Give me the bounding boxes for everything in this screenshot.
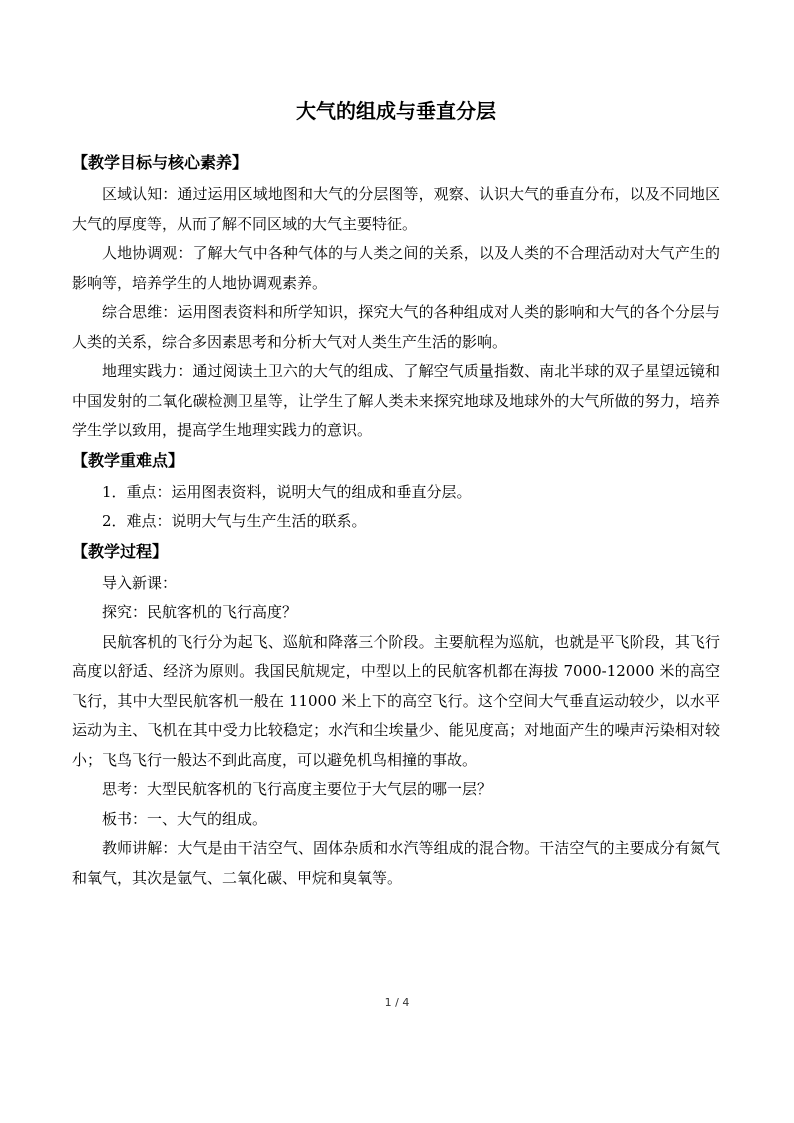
document-page bbox=[72, 96, 720, 895]
section-process bbox=[72, 539, 720, 894]
page-number: 1 / 4 bbox=[384, 996, 410, 1009]
paragraph: 探究：民航客机的飞行高度？ bbox=[102, 603, 298, 621]
list-item: 2．难点：说明大气与生产生活的联系。 bbox=[102, 512, 367, 530]
paragraph: 区域认知：通过运用区域地图和大气的分层图等，观察、认识大气的垂直分布，以及不同地区大气的厚度等，从而了解不同区域的大气主要特征。 bbox=[72, 185, 720, 233]
paragraph: 导入新课： bbox=[102, 573, 178, 592]
paragraph: 人地协调观：了解大气中各种气体的与人类之间的关系，以及人类的不合理活动对大气产生的影响等，培养学生的人地协调观素养。 bbox=[72, 244, 720, 292]
paragraph: 思考：大型民航客机的飞行高度主要位于大气层的哪一层？ bbox=[102, 780, 493, 798]
list-item: 1．重点：运用图表资料，说明大气的组成和垂直分层。 bbox=[102, 482, 472, 501]
paragraph: 板书：一、大气的组成。 bbox=[102, 809, 268, 828]
paragraph: 教师讲解：大气是由干洁空气、固体杂质和水汽等组成的混合物。干洁空气的主要成分有氮气和氧气，其次是氩气、二氧化碳、甲烷和臭氧等。 bbox=[72, 839, 720, 887]
section-heading: 【教学过程】 bbox=[72, 541, 169, 561]
section-key-points bbox=[72, 448, 720, 537]
paragraph: 民航客机的飞行分为起飞、巡航和降落三个阶段。主要航程为巡航，也就是平飞阶段，其飞行高度以舒适、经济为原则。我国民航规定，中型以上的民航客机都在海拔 7000-12000 米的高空飞行，其中大型民航客机一般在 11000 米上下的高空飞行。这个空间大气垂直运动较少，以水平运动为主、飞机在其中受力比较稳定；水汽和尘埃量少、能见度高；对地面产生的噪声污染相对较小；飞鸟飞行一般达不到此高度，可以避免机鸟相撞的事故。 bbox=[72, 632, 720, 769]
section-heading: 【教学目标与核心素养】 bbox=[72, 153, 249, 172]
section-goals bbox=[72, 150, 720, 446]
page-title: 大气的组成与垂直分层 bbox=[296, 99, 496, 123]
paragraph: 地理实践力：通过阅读土卫六的大气的组成、了解空气质量指数、南北半球的双子星望远镜和中国发射的二氧化碳检测卫星等，让学生了解人类未来探究地球及地球外的大气所做的努力，培养学生学以致用，提高学生地理实践力的意识。 bbox=[72, 362, 720, 439]
section-heading: 【教学重难点】 bbox=[72, 450, 185, 470]
paragraph: 综合思维：运用图表资料和所学知识，探究大气的各种组成对人类的影响和大气的各个分层与人类的关系，综合多因素思考和分析大气对人类生产生活的影响。 bbox=[72, 303, 720, 351]
